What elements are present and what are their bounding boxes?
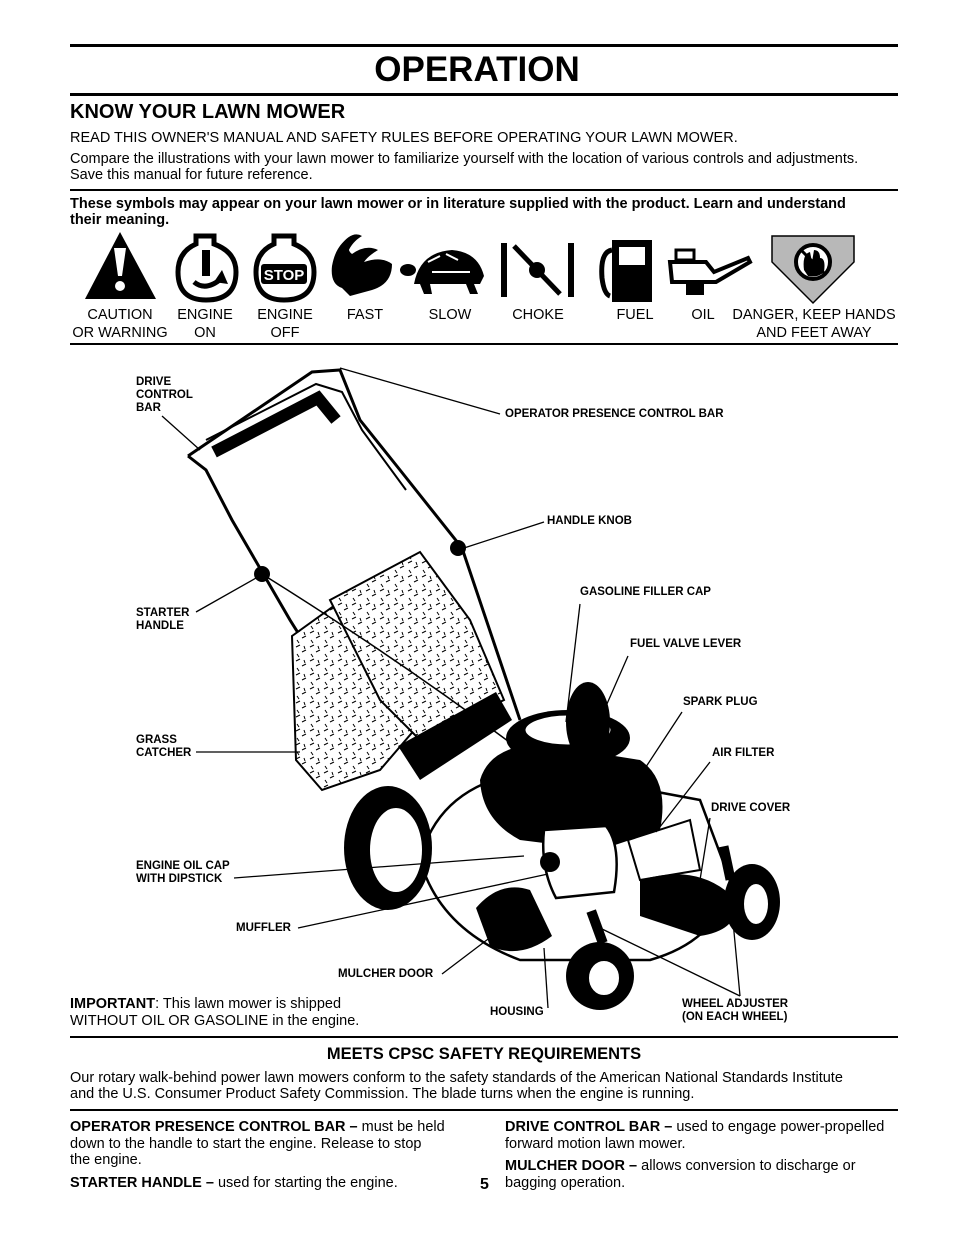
page-title: OPERATION [374, 50, 580, 89]
leader-starter-handle [196, 578, 256, 612]
definitions-top-rule [70, 1109, 898, 1111]
label-air-filter: AIR FILTER [712, 747, 775, 759]
cpsc-text-line1: Our rotary walk-behind power lawn mowers conform to the safety standards of the American National Standards Institute [70, 1070, 843, 1086]
oil-can-icon [670, 250, 750, 295]
leader-spark-plug [640, 712, 682, 776]
label-spark-plug: SPARK PLUG [683, 696, 758, 708]
cpsc-text-line2: and the U.S. Consumer Product Safety Commission. The blade turns when the engine is running. [70, 1086, 695, 1102]
definition-starter: STARTER HANDLE – used for starting the engine. [70, 1174, 398, 1191]
important-label: IMPORTANT [70, 996, 156, 1012]
symbol-label-engine-off: ENGINE OFF [257, 307, 313, 341]
symbol-label-oil: OIL [691, 307, 715, 323]
compare-text-line1: Compare the illustrations with your lawn mower to familiarize yourself with the location of various controls and adjustments. [70, 151, 859, 167]
label-engine-oil-cap: ENGINE OIL CAP WITH DIPSTICK [136, 860, 230, 885]
definitions-right-column [505, 1119, 899, 1191]
engine-on-icon [178, 236, 236, 300]
section-heading: KNOW YOUR LAWN MOWER [70, 101, 346, 123]
symbols-top-rule [70, 189, 898, 191]
read-manual-text: READ THIS OWNER'S MANUAL AND SAFETY RULES BEFORE OPERATING YOUR LAWN MOWER. [70, 130, 738, 146]
definition-opc-line1: OPERATOR PRESENCE CONTROL BAR – must be held [70, 1119, 445, 1135]
leader-operator-presence [340, 368, 500, 414]
symbol-label-choke: CHOKE [512, 307, 564, 323]
label-muffler: MUFFLER [236, 922, 291, 934]
symbols-intro-line2: their meaning. [70, 212, 170, 228]
diagram-bottom-rule [70, 1036, 898, 1038]
symbol-label-caution: CAUTION OR WARNING [72, 307, 168, 341]
definitions-left-column [70, 1119, 464, 1191]
leader-mulcher-door [442, 930, 500, 974]
page-number: 5 [480, 1176, 489, 1193]
label-drive-cover: DRIVE COVER [711, 802, 791, 814]
label-grass-catcher: GRASS CATCHER [136, 734, 192, 759]
important-text-a: : This lawn mower is shipped [155, 996, 342, 1012]
compare-text-line2: Save this manual for future reference. [70, 167, 313, 183]
important-text-b: WITHOUT OIL OR GASOLINE in the engine. [70, 1012, 360, 1029]
caution-triangle-icon [85, 232, 156, 299]
title-rule [70, 93, 898, 96]
cpsc-heading: MEETS CPSC SAFETY REQUIREMENTS [326, 1045, 642, 1063]
leader-handle-knob [464, 522, 544, 548]
symbol-label-engine-on: ENGINE ON [177, 307, 233, 341]
symbol-label-fuel: FUEL [616, 307, 654, 323]
important-note [70, 996, 359, 1029]
label-starter-handle: STARTER HANDLE [136, 607, 190, 632]
stop-text: STOP [263, 267, 305, 284]
definition-drive-line1: DRIVE CONTROL BAR – used to engage power-propelled [505, 1119, 885, 1135]
choke-icon [501, 243, 574, 297]
label-mulcher-door: MULCHER DOOR [338, 968, 434, 980]
definition-opc-line3: the engine. [70, 1152, 142, 1168]
definition-mulcher-line2: bagging operation. [505, 1174, 626, 1191]
symbols-intro-line1: These symbols may appear on your lawn mower or in literature supplied with the product. Learn and understand [70, 196, 846, 212]
definition-opc-line2: down to the handle to start the engine. Release to stop [70, 1135, 422, 1152]
symbol-label-danger: DANGER, KEEP HANDS AND FEET AWAY [732, 307, 896, 341]
label-drive-control-bar: DRIVE CONTROL BAR [136, 376, 193, 414]
turtle-icon [400, 250, 484, 294]
label-wheel-adjuster: WHEEL ADJUSTER (ON EACH WHEEL) [682, 998, 789, 1023]
rabbit-icon [332, 234, 392, 296]
keep-hands-away-icon [772, 236, 854, 303]
label-handle-knob: HANDLE KNOB [547, 515, 632, 527]
symbols-row [0, 228, 954, 306]
label-fuel-valve-lever: FUEL VALVE LEVER [630, 638, 742, 650]
definition-drive-line2: forward motion lawn mower. [505, 1135, 686, 1152]
label-gasoline-filler-cap: GASOLINE FILLER CAP [580, 586, 711, 598]
mower-drawing [188, 370, 780, 1010]
top-rule [70, 44, 898, 47]
fuel-pump-icon [602, 240, 652, 302]
label-housing: HOUSING [490, 1006, 544, 1018]
symbol-label-fast: FAST [346, 307, 384, 323]
engine-off-icon [256, 236, 314, 300]
symbol-label-slow: SLOW [428, 307, 472, 323]
definition-mulcher-line1: MULCHER DOOR – allows conversion to discharge or [505, 1158, 856, 1174]
label-operator-presence-control-bar: OPERATOR PRESENCE CONTROL BAR [505, 408, 724, 420]
leader-drive-control-bar [162, 416, 200, 450]
mower-diagram [0, 345, 954, 1035]
